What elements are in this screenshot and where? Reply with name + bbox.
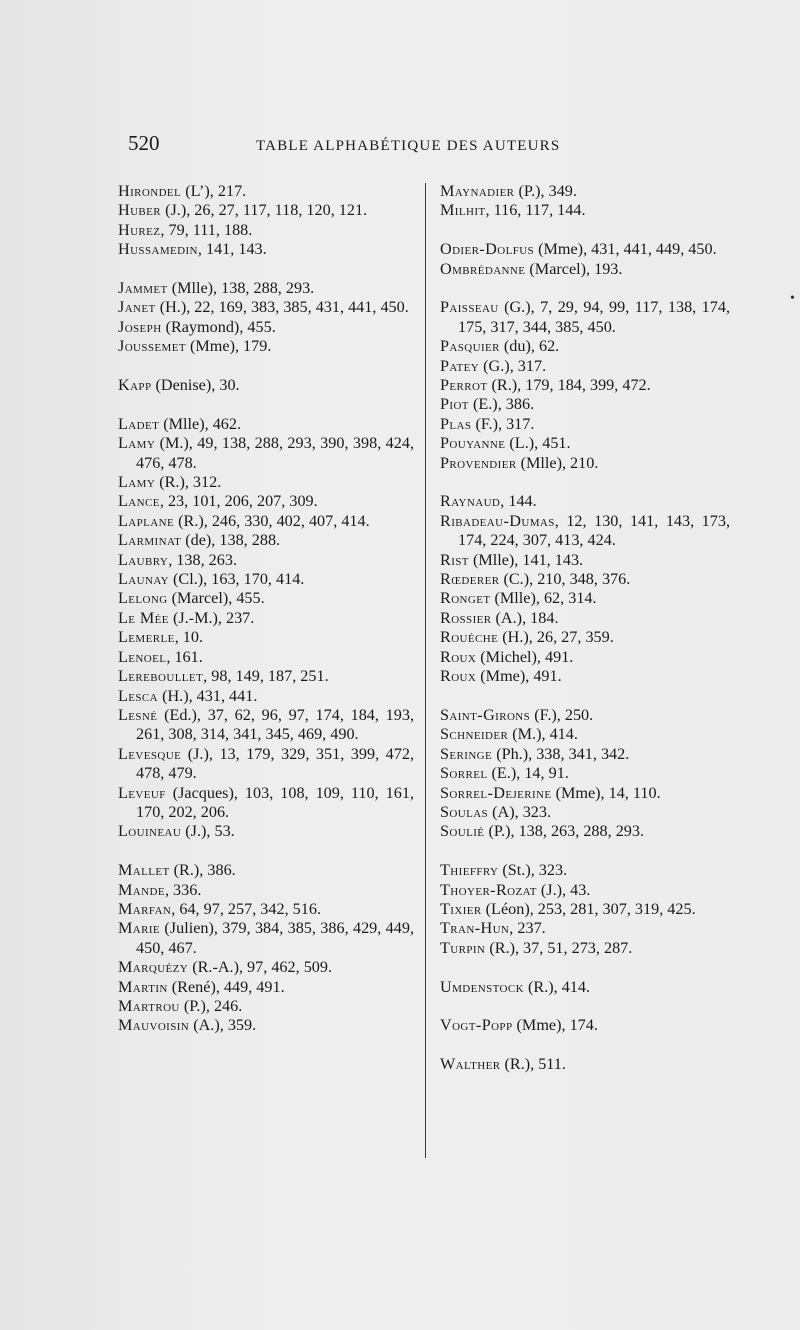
index-entry: [118, 745, 414, 784]
author-name: Patey: [440, 356, 480, 375]
index-entry: [440, 861, 730, 880]
author-name: Tixier: [440, 899, 482, 918]
index-entry: [440, 745, 730, 764]
author-name: Mallet: [118, 861, 170, 880]
author-name: Lelong: [118, 589, 168, 608]
index-letter-group: [118, 415, 414, 842]
index-entry: [118, 415, 414, 434]
index-entry: [118, 531, 414, 550]
author-name: Louineau: [118, 822, 182, 841]
index-entry: [118, 337, 414, 356]
author-name: Ronget: [440, 589, 491, 608]
index-entry: [118, 861, 414, 880]
index-letter-group: [440, 706, 730, 842]
page-references: (Michel), 491.: [476, 647, 574, 666]
index-entry: [440, 900, 730, 919]
page-references: (St.), 323.: [498, 861, 568, 880]
author-name: Walther: [440, 1055, 501, 1074]
index-entry: [118, 221, 414, 240]
author-name: Pouyanne: [440, 434, 506, 453]
index-entry: [440, 706, 730, 725]
index-entry: [440, 1055, 730, 1074]
index-entry: [118, 473, 414, 492]
index-letter-group: [440, 1016, 730, 1035]
page-references: (G.), 7, 29, 94, 99, 117, 138, 174, 175, 317, 344, 385, 450.: [458, 298, 730, 336]
page-references: (A), 323.: [488, 802, 552, 821]
index-entry: [440, 1016, 730, 1035]
author-name: Martrou: [118, 997, 180, 1015]
margin-mark: •: [790, 291, 795, 306]
author-name: Rœderer: [440, 570, 500, 589]
page-references: (Marcel), 455.: [167, 589, 265, 608]
author-name: Milhit: [440, 201, 486, 220]
page-references: (J.), 43.: [536, 880, 591, 899]
page-references: (J.), 26, 27, 117, 118, 120, 121.: [161, 201, 368, 220]
author-name: Provendier: [440, 453, 517, 472]
index-entry: [118, 318, 414, 337]
author-name: Soulas: [440, 802, 489, 821]
index-entry: [440, 395, 730, 414]
page-references: (F.), 250.: [530, 705, 594, 724]
page-references: , 98, 149, 187, 251.: [203, 667, 329, 686]
author-name: Jammet: [118, 279, 168, 298]
author-name: Martin: [118, 977, 168, 996]
author-name: Larminat: [118, 531, 182, 550]
index-entry: [440, 201, 730, 220]
author-name: Joussemet: [118, 337, 186, 356]
author-name: Roux: [440, 667, 477, 686]
author-name: Mande: [118, 880, 165, 899]
author-name: Hurez: [118, 220, 161, 239]
running-title: TABLE ALPHABÉTIQUE DES AUTEURS: [256, 138, 561, 154]
page-references: , 161.: [166, 647, 203, 666]
page-references: (Denise), 30.: [151, 376, 240, 395]
page-number: 520: [128, 131, 160, 155]
author-name: Lereboullet: [118, 667, 204, 686]
index-letter-group: [118, 861, 414, 1036]
page-references: (R.-A.), 97, 462, 509.: [188, 958, 333, 977]
page-references: (R.), 312.: [155, 473, 222, 492]
index-entry: [118, 589, 414, 608]
page-references: , 23, 101, 206, 207, 309.: [159, 492, 318, 511]
page-references: (Cl.), 163, 170, 414.: [169, 570, 305, 589]
page-references: (Ed.), 37, 62, 96, 97, 174, 184, 193, 261, 308, 314, 341, 345, 469, 490.: [136, 705, 414, 744]
author-name: Janet: [118, 298, 156, 317]
author-name: Mauvoisin: [118, 1016, 190, 1035]
page-references: (H.), 22, 169, 383, 385, 431, 441, 450.: [155, 298, 409, 317]
index-letter-group: [440, 978, 730, 997]
author-name: Schneider: [440, 725, 509, 744]
index-entry: [118, 919, 414, 958]
index-entry: [440, 182, 730, 201]
index-letter-group: [440, 861, 730, 958]
page-references: (J.), 53.: [181, 822, 235, 841]
page-references: (J.), 13, 179, 329, 351, 399, 472, 478, 479.: [136, 744, 414, 783]
author-name: Plas: [440, 414, 472, 433]
page-references: (Mlle), 141, 143.: [468, 550, 584, 569]
index-entry: [118, 687, 414, 706]
page-references: (René), 449, 491.: [167, 977, 285, 996]
page-references: , 79, 111, 188.: [160, 220, 253, 239]
index-entry: [440, 337, 730, 356]
index-column-right: [440, 182, 730, 1094]
page-references: , 141, 143.: [197, 240, 267, 259]
index-entry: [440, 589, 730, 608]
index-letter-group: [440, 298, 730, 473]
page-references: (Ph.), 338, 341, 342.: [492, 744, 630, 763]
index-entry: [440, 376, 730, 395]
index-entry: [118, 648, 414, 667]
author-name: Vogt-Popp: [440, 1016, 513, 1035]
page-references: , 116, 117, 144.: [485, 201, 586, 220]
author-name: Lenoel: [118, 647, 167, 666]
index-letter-group: [440, 492, 730, 686]
page-references: (P.), 349.: [514, 182, 577, 200]
page-references: (P.), 138, 263, 288, 293.: [484, 822, 645, 841]
index-entry: [440, 551, 730, 570]
index-entry: [118, 881, 414, 900]
page-references: (C.), 210, 348, 376.: [499, 570, 631, 589]
page-references: (A.), 184.: [491, 608, 559, 627]
author-name: Marquézy: [118, 958, 189, 977]
author-name: Rossier: [440, 608, 492, 627]
index-entry: [440, 415, 730, 434]
index-entry: [440, 881, 730, 900]
page-references: (Mme), 491.: [476, 667, 562, 686]
index-entry: [440, 434, 730, 453]
page-references: (M.), 414.: [508, 725, 578, 744]
index-entry: [118, 706, 414, 745]
page-references: , 144.: [500, 492, 537, 511]
index-entry: [118, 609, 414, 628]
index-entry: [118, 376, 414, 395]
page-references: , 64, 97, 257, 342, 516.: [171, 899, 321, 918]
index-entry: [118, 628, 414, 647]
page-header: [128, 131, 598, 161]
author-name: Tran-Hun: [440, 919, 510, 938]
author-name: Levesque: [118, 744, 182, 763]
author-name: Lance: [118, 492, 160, 511]
author-name: Laplane: [118, 511, 175, 530]
page-references: (Mme), 179.: [185, 337, 272, 356]
index-entry: [118, 298, 414, 317]
author-name: Joseph: [118, 317, 162, 336]
author-name: Maynadier: [440, 182, 515, 200]
author-name: Saint-Girons: [440, 705, 531, 724]
index-letter-group: [118, 279, 414, 357]
author-name: Lesné: [118, 705, 158, 724]
index-entry: [440, 803, 730, 822]
index-entry: [118, 978, 414, 997]
page-references: (R.), 386.: [169, 861, 236, 880]
author-name: Pasquier: [440, 337, 500, 356]
index-entry: [118, 784, 414, 823]
author-name: Huber: [118, 201, 162, 220]
index-entry: [440, 298, 730, 337]
author-name: Lamy: [118, 473, 156, 492]
author-name: Marie: [118, 919, 161, 938]
author-name: Seringe: [440, 744, 493, 763]
index-entry: [440, 725, 730, 744]
author-name: Rist: [440, 550, 469, 569]
page-references: (Jacques), 103, 108, 109, 110, 161, 170, 202, 206.: [136, 783, 414, 821]
index-entry: [118, 434, 414, 473]
author-name: Thieffry: [440, 861, 499, 880]
page-references: (Mme), 174.: [512, 1016, 598, 1035]
index-entry: [118, 667, 414, 686]
author-name: Umdenstock: [440, 977, 524, 996]
author-name: Le Mée: [118, 608, 169, 627]
index-entry: [118, 279, 414, 298]
author-name: Hirondel: [118, 182, 182, 200]
index-letter-group: [118, 376, 414, 395]
index-entry: [440, 240, 730, 259]
author-name: Perrot: [440, 376, 488, 395]
author-name: Lamy: [118, 434, 156, 453]
index-entry: [440, 609, 730, 628]
page-references: (Mlle), 62, 314.: [490, 589, 597, 608]
index-letter-group: [440, 240, 730, 279]
page-references: (E.), 14, 91.: [487, 764, 569, 783]
author-name: Paisseau: [440, 298, 499, 317]
index-entry: [440, 492, 730, 511]
author-name: Launay: [118, 570, 169, 589]
index-entry: [118, 512, 414, 531]
page-references: (H.), 26, 27, 359.: [498, 628, 614, 647]
index-entry: [440, 260, 730, 279]
page-references: (Marcel), 193.: [525, 259, 623, 278]
index-entry: [440, 764, 730, 783]
index-entry: [118, 958, 414, 977]
author-name: Leveuf: [118, 783, 166, 802]
index-entry: [440, 570, 730, 589]
page-references: (H.), 431, 441.: [158, 686, 258, 705]
index-letter-group: [118, 182, 414, 260]
page-references: (F.), 317.: [471, 414, 535, 433]
page-references: (R.), 246, 330, 402, 407, 414.: [174, 511, 370, 530]
index-entry: [440, 978, 730, 997]
page-references: (A.), 359.: [189, 1016, 257, 1035]
column-divider: [425, 183, 426, 1158]
index-column-left: [118, 182, 414, 1055]
index-entry: [118, 1016, 414, 1035]
index-entry: [118, 492, 414, 511]
page-references: , 10.: [174, 628, 204, 647]
author-name: Sorrel: [440, 764, 488, 783]
page-references: , 138, 263.: [168, 550, 237, 569]
page-references: (Julien), 379, 384, 385, 386, 429, 449, 450, 467.: [136, 919, 414, 957]
page-references: (L.), 451.: [505, 434, 571, 453]
page-references: (R.), 179, 184, 399, 472.: [487, 376, 651, 395]
page-references: (de), 138, 288.: [181, 531, 281, 550]
page-references: , 336.: [164, 880, 202, 899]
author-name: Raynaud: [440, 492, 501, 511]
index-entry: [440, 667, 730, 686]
author-name: Laubry: [118, 550, 169, 569]
page-references: (Mme), 431, 441, 449, 450.: [534, 240, 717, 259]
index-letter-group: [440, 182, 730, 221]
author-name: Ribadeau-Dumas: [440, 511, 555, 530]
page-references: (J.-M.), 237.: [168, 608, 255, 627]
page-references: (Mlle), 138, 288, 293.: [167, 279, 315, 298]
page-references: (M.), 49, 138, 288, 293, 390, 398, 424, 476, 478.: [136, 434, 414, 472]
author-name: Thoyer-Rozat: [440, 880, 537, 899]
index-entry: [118, 182, 414, 201]
page-references: (P.), 246.: [179, 997, 243, 1015]
author-name: Ombrédanne: [440, 259, 526, 278]
index-entry: [118, 570, 414, 589]
author-name: Hussamedin: [118, 240, 198, 259]
author-name: Marfan: [118, 899, 172, 918]
index-entry: [118, 900, 414, 919]
author-name: Roux: [440, 647, 477, 666]
index-entry: [118, 997, 414, 1016]
page-references: (Raymond), 455.: [161, 317, 276, 336]
index-entry: [118, 240, 414, 259]
page-references: (R.), 414.: [523, 977, 591, 996]
page-references: (L’), 217.: [181, 182, 247, 200]
page-references: (R.), 37, 51, 273, 287.: [485, 938, 633, 957]
index-entry: [118, 551, 414, 570]
index-entry: [440, 822, 730, 841]
index-entry: [440, 784, 730, 803]
index-entry: [440, 648, 730, 667]
author-name: Soulié: [440, 822, 485, 841]
page-references: (G.), 317.: [479, 356, 547, 375]
page-references: (du), 62.: [499, 337, 560, 356]
author-name: Turpin: [440, 938, 486, 957]
page-references: (E.), 386.: [468, 395, 535, 414]
page-references: (Mlle), 210.: [516, 453, 599, 472]
page-references: (R.), 511.: [500, 1055, 566, 1074]
author-name: Rouéche: [440, 628, 499, 647]
index-letter-group: [440, 1055, 730, 1074]
index-entry: [440, 512, 730, 551]
index-entry: [118, 822, 414, 841]
author-name: Lesca: [118, 686, 159, 705]
author-name: Ladet: [118, 414, 160, 433]
page-references: (Mlle), 462.: [159, 414, 242, 433]
author-name: Sorrel-Dejerine: [440, 783, 552, 802]
index-entry: [118, 201, 414, 220]
page-references: (Léon), 253, 281, 307, 319, 425.: [481, 899, 696, 918]
index-entry: [440, 628, 730, 647]
index-entry: [440, 454, 730, 473]
author-name: Lemerle: [118, 628, 175, 647]
author-name: Kapp: [118, 376, 152, 395]
page-references: , 237.: [509, 919, 546, 938]
author-name: Piot: [440, 395, 469, 414]
page-references: (Mme), 14, 110.: [551, 783, 661, 802]
page-references: , 12, 130, 141, 143, 173, 174, 224, 307, 413, 424.: [458, 511, 730, 550]
index-entry: [440, 939, 730, 958]
index-entry: [440, 357, 730, 376]
author-name: Odier-Dolfus: [440, 240, 535, 259]
index-entry: [440, 919, 730, 938]
